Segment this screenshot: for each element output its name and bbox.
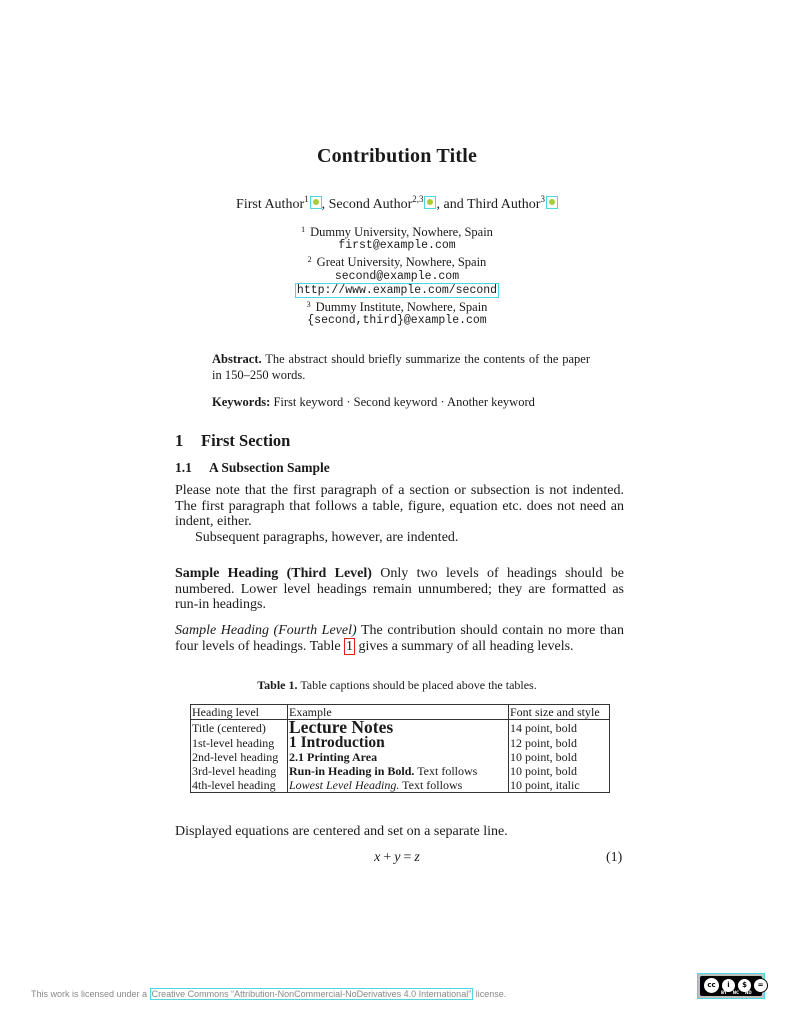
subsection-heading: [175, 460, 330, 476]
abstract: [212, 352, 590, 383]
paragraph: Please note that the first paragraph of a section or subsection is not indented. The first paragraph that follows a table, figure, equation etc. does not need an indent, either.: [175, 483, 624, 529]
abstract-text: The abstract should briefly summarize the contents of the paper in 150–250 words.: [212, 352, 590, 382]
author-name: Second Author: [328, 197, 413, 212]
affiliation-number: 3: [306, 300, 311, 310]
section-number: 1: [175, 431, 184, 450]
cell-level: 3rd-level heading: [191, 764, 288, 778]
keywords-label: Keywords:: [212, 395, 271, 409]
subsection-number: 1.1: [175, 460, 192, 475]
cell-style: 14 point, bold: [510, 721, 578, 735]
orcid-icon[interactable]: [310, 196, 322, 209]
affiliations: [0, 223, 794, 328]
author-separator: ,: [321, 197, 329, 212]
affiliation-name: Great University, Nowhere, Spain: [316, 255, 487, 270]
equation-number: (1): [606, 850, 623, 865]
paper-title: Contribution Title: [316, 145, 478, 167]
paragraph-text: gives a summary of all heading levels.: [358, 638, 574, 654]
license-prefix: This work is licensed under a: [31, 989, 148, 999]
author-name: First Author: [236, 197, 305, 212]
column-header: Font size and style: [509, 705, 610, 720]
paragraph-text: The contribution should contain no more than four levels of headings. Table: [175, 623, 624, 654]
display-equation: [0, 850, 794, 866]
table-header-row: [191, 705, 610, 720]
example-text: Lecture Notes: [289, 717, 394, 737]
section-title: First Section: [201, 431, 291, 450]
run-in-heading: Sample Heading (Third Level): [175, 566, 372, 581]
cell-example: [288, 736, 509, 750]
cc-icon: cc: [703, 977, 720, 994]
cell-level: 2nd-level heading: [191, 750, 288, 764]
table-row: [191, 720, 610, 737]
author-list: [0, 194, 794, 213]
nd-icon: =: [753, 978, 768, 993]
cell-style: 12 point, bold: [510, 736, 578, 750]
equation-operator: =: [403, 850, 412, 865]
orcid-icon[interactable]: [424, 196, 436, 209]
nc-label: NC: [732, 990, 740, 995]
cell-style: 10 point, bold: [510, 750, 578, 764]
section-heading: [175, 431, 290, 451]
paragraph-third-level: [175, 566, 624, 613]
table-row: [191, 750, 610, 764]
nc-icon: $: [737, 978, 752, 993]
cell-style: 10 point, italic: [510, 778, 580, 792]
column-header: Example: [288, 705, 509, 720]
table-row: [191, 764, 610, 778]
affiliation-email: second@example.com: [334, 269, 460, 283]
example-suffix: Text follows: [402, 778, 463, 792]
affiliation-url-link[interactable]: http://www.example.com/second: [296, 283, 498, 297]
license-link[interactable]: Creative Commons “Attribution-NonCommercial-NoDerivatives 4.0 International”: [151, 989, 472, 999]
nd-label: ND: [745, 990, 752, 995]
example-text: Run-in Heading in Bold.: [289, 764, 415, 778]
equation-var: x: [374, 850, 381, 865]
heading-levels-table: [190, 704, 610, 793]
author-affiliation-mark: 2,3: [412, 194, 424, 204]
orcid-icon[interactable]: [546, 196, 558, 209]
license-notice: [31, 989, 506, 999]
affiliation-name: Dummy Institute, Nowhere, Spain: [315, 300, 488, 315]
affiliation-number: 1: [301, 225, 306, 234]
paragraph-fourth-level: [175, 623, 624, 654]
table-caption: [0, 678, 794, 693]
author-name: Third Author: [466, 197, 541, 212]
affiliation-2: [0, 253, 794, 269]
cc-license-badge[interactable]: [697, 973, 765, 999]
abstract-label: Abstract.: [212, 352, 262, 366]
example-text: 1 Introduction: [289, 734, 385, 751]
keywords-text: First keyword · Second keyword · Another keyword: [273, 395, 535, 409]
keywords: [212, 395, 590, 410]
equation-var: y: [394, 850, 401, 865]
equation-var: z: [414, 850, 420, 865]
affiliation-name: Dummy University, Nowhere, Spain: [310, 225, 493, 239]
example-suffix: Text follows: [417, 764, 478, 778]
cell-example: [288, 778, 509, 793]
affiliation-number: 2: [307, 255, 312, 265]
cc-badge-background: [700, 976, 762, 996]
cell-example: [288, 750, 509, 764]
run-in-heading-italic: Sample Heading (Fourth Level): [175, 623, 357, 638]
paragraph: Displayed equations are centered and set on a separate line.: [175, 824, 508, 839]
by-label: BY: [721, 990, 727, 995]
cell-style: 10 point, bold: [510, 764, 578, 778]
author-separator: , and: [436, 197, 467, 212]
table-row: [191, 736, 610, 750]
example-text: Lowest Level Heading.: [289, 778, 400, 792]
affiliation-email: first@example.com: [338, 239, 456, 253]
table-row: [191, 778, 610, 793]
author-affiliation-mark: 1: [304, 194, 309, 204]
license-suffix: license.: [475, 989, 507, 999]
subsection-title: A Subsection Sample: [209, 460, 330, 475]
paragraph-indented: Subsequent paragraphs, however, are indented.: [195, 530, 459, 545]
author-affiliation-mark: 3: [540, 194, 545, 204]
cell-level: 4th-level heading: [191, 778, 288, 793]
table-caption-text: Table captions should be placed above the tables.: [300, 678, 537, 692]
affiliation-1: [0, 223, 794, 239]
table-reference-link[interactable]: 1: [346, 638, 354, 654]
cell-level: 1st-level heading: [191, 736, 288, 750]
paragraph-text: Only two levels of headings should be numbered. Lower level headings remain unnumbered; they are formatted as run-in headings.: [175, 566, 625, 612]
column-header: Heading level: [191, 705, 288, 720]
cell-example: [288, 764, 509, 778]
cell-level: Title (centered): [191, 720, 288, 737]
equation-operator: +: [383, 850, 392, 865]
example-text: 2.1 Printing Area: [289, 750, 378, 764]
by-icon: i: [721, 978, 736, 993]
affiliation-3: [0, 298, 794, 314]
affiliation-email: {second,third}@example.com: [307, 314, 487, 328]
table-caption-label: Table 1.: [257, 678, 298, 692]
